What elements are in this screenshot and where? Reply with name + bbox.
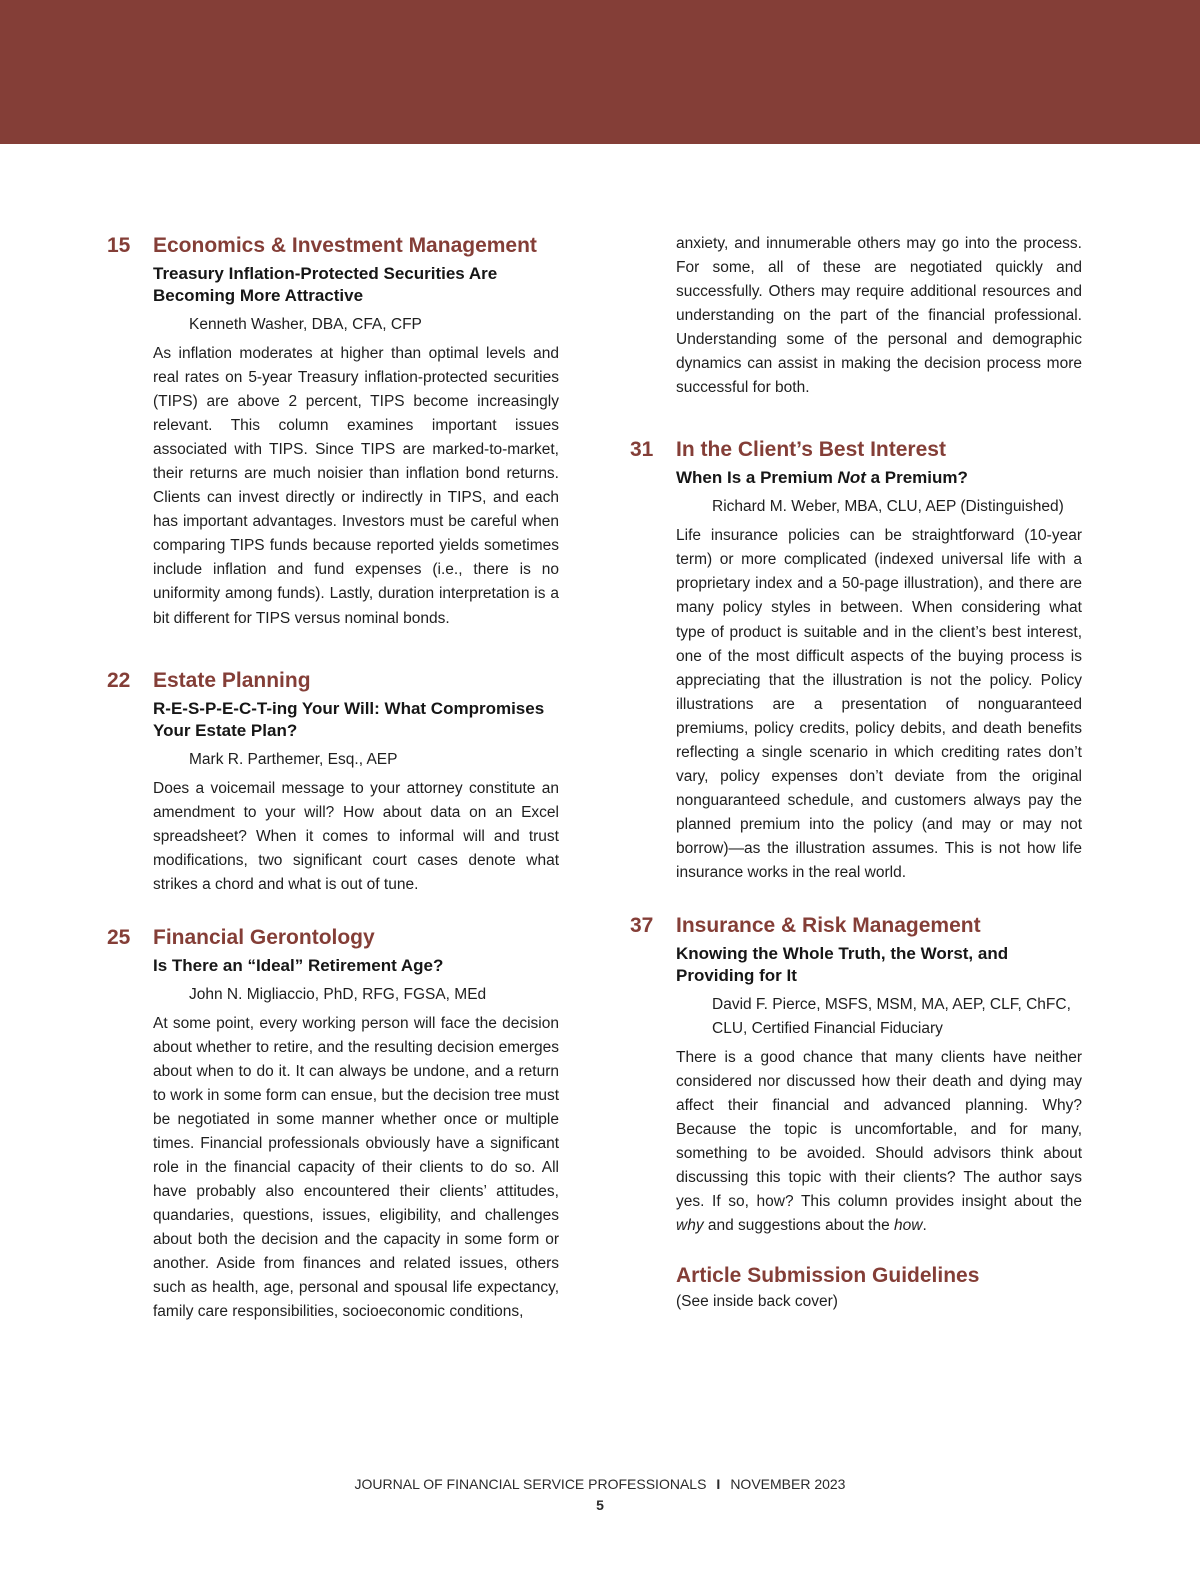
author: David F. Pierce, MSFS, MSM, MA, AEP, CLF, ChFC, CLU, Certified Financial Fiduciary (712, 996, 1071, 1038)
toc-entry-clients-best-interest (630, 436, 1082, 885)
summary-emphasis: why (676, 1217, 704, 1235)
toc-entry-financial-gerontology (107, 924, 559, 1325)
guidelines-title[interactable]: Article Submission Guidelines (676, 1264, 980, 1288)
article-summary: As inflation moderates at higher than optimal levels and real rates on 5-year Treasury inflation-protected securities (TIPS) are above 2 percent, TIPS become increasingly relevant. This column examines important issues associated with TIPS. Since TIPS are marked-to-market, their returns are much noisier than inflation bond returns. Clients can invest directly or indirectly in TIPS, and each has important advantages. Investors must be careful when comparing TIPS funds because reported yields sometimes include inflation and fund expenses (i.e., there is no uniformity among funds). Lastly, duration interpretation is a bit different for TIPS versus nominal bonds. (153, 345, 559, 627)
article-title-emphasis: Not (837, 468, 866, 488)
toc-entry-economics (107, 232, 559, 631)
journal-name: JOURNAL OF FINANCIAL SERVICE PROFESSIONALS (354, 1476, 707, 1492)
section-title[interactable]: In the Client’s Best Interest (676, 438, 946, 462)
toc-entry-guidelines (630, 1262, 1082, 1313)
summary-part: and suggestions about the (703, 1217, 895, 1235)
guidelines-note: (See inside back cover) (676, 1293, 838, 1311)
author: John N. Migliaccio, PhD, RFG, FGSA, MEd (189, 985, 487, 1003)
summary-emphasis: how (894, 1217, 923, 1235)
page-number: 5 (596, 1497, 604, 1513)
footer-separator: I (716, 1476, 721, 1492)
article-title[interactable]: R-E-S-P-E-C-T-ing Your Will: What Compromises Your Estate Plan? (153, 698, 545, 740)
section-title[interactable]: Insurance & Risk Management (676, 914, 981, 938)
article-summary: At some point, every working person will face the decision about whether to retire, and the resulting decision emerges about when to do it. It can always be undone, and a return to work in some form can ensue, but the decision tree must be negotiated in some manner whether once or multiple times. Financial professionals obviously have a significant role in the financial capacity of their clients to do so. All have probably also encountered their clients’ attitudes, quandaries, questions, issues, eligibility, and challenges about both the decision and the capacity in some form or another. Aside from finances and related issues, others such as health, age, personal and spousal life expectancy, family care responsibilities, socioeconomic conditions, (153, 1014, 559, 1321)
right-column (630, 232, 1082, 1313)
article-summary: Does a voicemail message to your attorney constitute an amendment to your will? How about data on an Excel spreadsheet? When it comes to informal will and trust modifications, two significant court cases denote what strikes a chord and what is out of tune. (153, 779, 559, 893)
toc-entry-gerontology-continued (630, 232, 1082, 400)
article-summary-continued: anxiety, and innumerable others may go into the process. For some, all of these are negotiated quickly and successfully. Others may require additional resources and understanding on the part of the financial professional. Understanding some of the personal and demographic dynamics can assist in making the decision process more successful for both. (676, 235, 1082, 397)
article-title[interactable]: Is There an “Ideal” Retirement Age? (153, 955, 444, 975)
header-band (0, 0, 1200, 144)
page-number-label: 37 (630, 914, 654, 938)
article-title[interactable]: Knowing the Whole Truth, the Worst, and Providing for It (676, 944, 1009, 986)
issue-date: NOVEMBER 2023 (730, 1476, 846, 1492)
article-title[interactable] (676, 467, 1082, 489)
author: Kenneth Washer, DBA, CFA, CFP (189, 316, 422, 333)
article-summary: Life insurance policies can be straightforward (10-year term) or more complicated (indexed universal life with a proprietary index and a 50-page illustration), and there are many policy styles in between. When considering what type of product is suitable and in the client’s best interest, one of the most difficult aspects of the buying process is appreciating that the illustration is not the policy. Policy illustrations are a presentation of nonguaranteed premiums, policy credits, policy debits, and death benefits reflecting a single scenario in which crediting rates don’t vary, policy expenses don’t deviate from the original nonguaranteed schedule, and customers always pay the planned premium into the policy (and may or may not borrow)—as the illustration assumes. This is not how life insurance works in the real world. (676, 527, 1082, 881)
left-column (107, 232, 559, 1324)
page-number-label: 25 (107, 925, 131, 949)
toc-entry-estate-planning (107, 667, 559, 897)
article-summary (676, 1046, 1082, 1238)
section-title[interactable]: Financial Gerontology (153, 925, 375, 949)
summary-part: . (922, 1217, 927, 1235)
article-title-part: a Premium? (865, 468, 968, 488)
summary-part: There is a good chance that many clients have neither considered nor discussed how their death and dying may affect their financial and advanced planning. Why? Because the topic is uncomfortable, and for many, something to be avoided. Should advisors think about discussing this topic with their clients? The author says yes. If so, how? This column provides insight about the (676, 1049, 1082, 1211)
page-footer (0, 1474, 1200, 1494)
page-number-label: 22 (107, 668, 131, 692)
article-title[interactable]: Treasury Inflation-Protected Securities Are Becoming More Attractive (153, 264, 498, 305)
author: Mark R. Parthemer, Esq., AEP (189, 750, 398, 768)
section-title[interactable]: Economics & Investment Management (153, 234, 537, 257)
section-title[interactable]: Estate Planning (153, 668, 311, 692)
page-number-label: 15 (107, 234, 131, 257)
page-number-label: 31 (630, 438, 654, 462)
toc-entry-insurance-risk (630, 912, 1082, 1238)
article-title-part: When Is a Premium (676, 468, 838, 488)
author: Richard M. Weber, MBA, CLU, AEP (Distinguished) (712, 498, 1064, 516)
